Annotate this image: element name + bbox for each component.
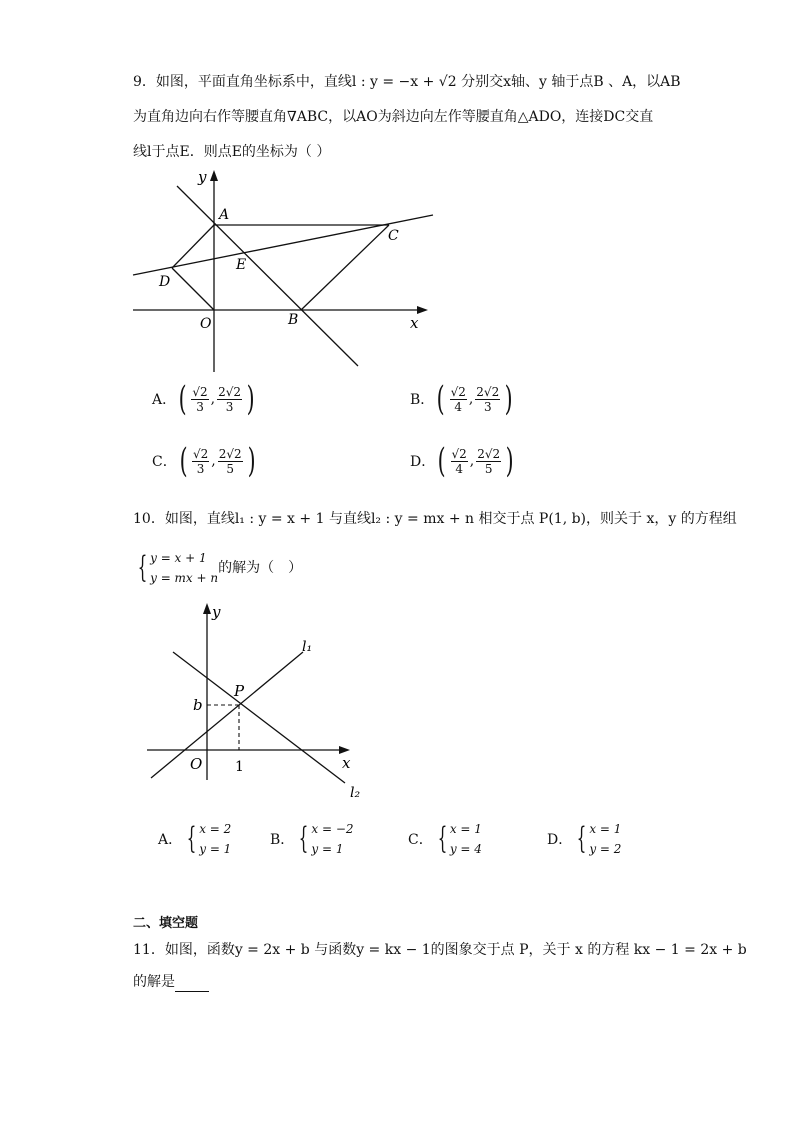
q10-option-d-r1: x = 1 xyxy=(589,822,622,836)
q9-option-a-d2: 3 xyxy=(225,399,234,414)
q11-answer-blank[interactable] xyxy=(175,991,209,992)
q10-option-d-r2: y = 2 xyxy=(589,842,622,856)
q10-option-b-r1: x = −2 xyxy=(311,822,354,836)
q10-option-b-r2: y = 1 xyxy=(311,842,344,856)
q10-line2-tail: 的解为（ ） xyxy=(218,560,303,576)
q10-x-arrow xyxy=(339,746,350,754)
q9-figure xyxy=(130,168,440,373)
q10-option-c[interactable]: C． { x = 1 y = 4 xyxy=(408,819,482,859)
q9-option-a-n1: √2 xyxy=(192,384,208,399)
q9-option-c[interactable]: C． ( $\frac{√2}{3}$ , $\frac{2√2}{5}$ ) xyxy=(152,441,256,481)
q10-sys-row2: y = mx + n xyxy=(150,571,219,585)
q9-label-A: A xyxy=(219,207,230,223)
section-title: 二、填空题 xyxy=(133,916,199,931)
q9-option-d[interactable]: D． ( $\frac{√2}{4}$ , $\frac{2√2}{5}$ ) xyxy=(410,441,514,481)
q9-segment-CB xyxy=(301,225,389,310)
q10-y-arrow xyxy=(203,603,211,614)
q9-option-b-letter: B． xyxy=(410,392,435,408)
q9-option-c-letter: C． xyxy=(152,454,177,470)
q9-option-a[interactable]: A． ( $\frac{√2}{3}$ , $\frac{2√2}{3}$ ) xyxy=(152,379,255,419)
q10-line1: 10．如图，直线l₁ : y = x + 1 与直线l₂ : y = mx + n 相交于点 P(1, b)，则关于 x，y 的方程组 xyxy=(133,511,737,527)
q9-option-b-n1: √2 xyxy=(450,384,466,399)
q10-option-a-letter: A． xyxy=(158,832,183,848)
q10-label-l2: l₂ xyxy=(350,785,361,801)
q9-option-c-n2: 2√2 xyxy=(218,446,242,461)
q9-label-D: D xyxy=(159,274,171,290)
q9-option-c-n1: √2 xyxy=(192,446,209,461)
q9-option-b[interactable]: B． ( $\frac{√2}{4}$ , $\frac{2√2}{3}$ ) xyxy=(410,379,513,419)
q10-label-one: 1 xyxy=(235,759,244,775)
q10-option-b-letter: B． xyxy=(270,832,295,848)
q10-option-c-r1: x = 1 xyxy=(449,822,482,836)
q10-line-l1 xyxy=(151,652,303,778)
q10-figure xyxy=(140,600,370,805)
q11-line2-wrap xyxy=(133,972,209,992)
q11-line1: 11．如图，函数y = 2x + b 与函数y = kx − 1的图象交于点 P，关于 x 的方程 kx − 1 = 2x + b xyxy=(133,942,747,958)
q9-line-l xyxy=(177,186,358,366)
q9-option-d-d2: 5 xyxy=(484,461,493,476)
q10-option-b[interactable]: B． { x = −2 y = 1 xyxy=(270,819,354,859)
q10-line2: { y = x + 1 y = mx + n 的解为（ ） xyxy=(133,548,302,588)
q10-label-x: x xyxy=(342,754,351,772)
q9-label-y: y xyxy=(198,168,207,186)
q10-label-P: P xyxy=(234,682,245,700)
q11-line2: 的解是 xyxy=(133,974,175,990)
q10-option-a-r1: x = 2 xyxy=(199,822,232,836)
q9-line3: 线l于点E．则点E的坐标为（ ） xyxy=(133,144,331,160)
q9-label-C: C xyxy=(388,228,399,244)
q10-option-d[interactable]: D． { x = 1 y = 2 xyxy=(547,819,621,859)
q10-label-l1: l₁ xyxy=(302,639,313,655)
q9-option-c-d2: 5 xyxy=(226,461,234,476)
q9-option-b-d2: 3 xyxy=(483,399,492,414)
q9-label-B: B xyxy=(288,312,299,328)
q10-option-c-r2: y = 4 xyxy=(449,842,482,856)
q9-label-E: E xyxy=(236,257,247,273)
q10-option-d-letter: D． xyxy=(547,832,573,848)
q9-label-x: x xyxy=(410,314,419,332)
q9-option-a-n2: 2√2 xyxy=(218,384,242,399)
q10-option-a-r2: y = 1 xyxy=(199,842,232,856)
q9-x-arrow xyxy=(417,306,428,314)
q10-option-c-letter: C． xyxy=(408,832,433,848)
q9-option-d-n1: √2 xyxy=(451,446,467,461)
q9-option-b-d1: 4 xyxy=(454,399,463,414)
q9-segment-AD xyxy=(172,225,214,268)
q9-y-arrow xyxy=(210,170,218,181)
q9-line-DC xyxy=(133,215,433,275)
q9-option-d-letter: D． xyxy=(410,454,436,470)
q10-option-a[interactable]: A． { x = 2 y = 1 xyxy=(158,819,231,859)
q9-segment-DO xyxy=(172,268,214,310)
q10-label-y: y xyxy=(212,603,221,621)
q9-label-O: O xyxy=(200,316,212,332)
q9-option-c-d1: 3 xyxy=(196,461,205,476)
q9-line1: 9．如图，平面直角坐标系中，直线l : y = −x + √2 分别交x轴、y 轴于点B 、A，以AB xyxy=(133,74,681,90)
q9-line2: 为直角边向右作等腰直角∇ABC，以AO为斜边向左作等腰直角△ADO，连接DC交直 xyxy=(133,109,654,125)
q10-sys-row1: y = x + 1 xyxy=(150,551,207,565)
q10-label-O: O xyxy=(190,755,203,773)
q9-option-d-n2: 2√2 xyxy=(477,446,501,461)
q9-option-b-n2: 2√2 xyxy=(476,384,500,399)
q9-option-d-d1: 4 xyxy=(455,461,463,476)
q10-label-b: b xyxy=(193,696,203,714)
q9-option-a-d1: 3 xyxy=(196,399,204,414)
q9-option-a-letter: A． xyxy=(152,392,177,408)
